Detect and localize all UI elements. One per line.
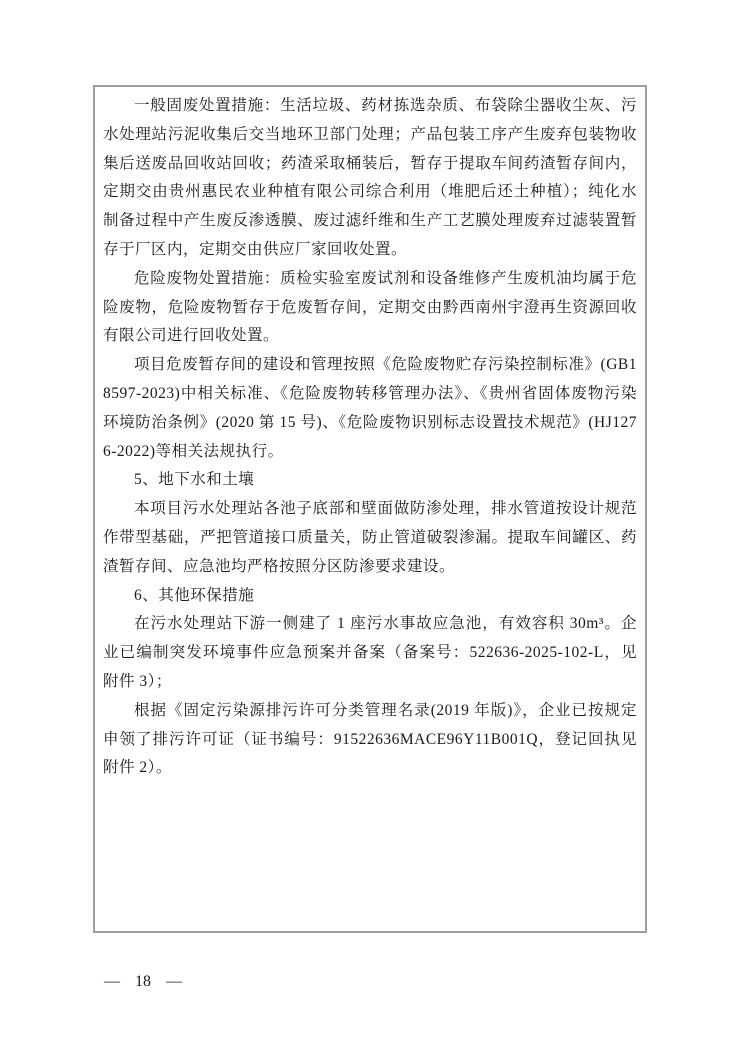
- paragraph-discharge-permit: 根据《固定污染源排污许可分类管理名录(2019 年版)》，企业已按规定申领了排污许可证（证书编号：91522636MACE96Y11B001Q，登记回执见附件 2）。: [103, 701, 637, 777]
- section-heading-groundwater-soil: 5、地下水和土壤: [134, 471, 255, 489]
- paragraph-storage-standards: 项目危废暂存间的建设和管理按照《危险废物贮存污染控制标准》(GB18597-2023)中相关标准、《危险废物转移管理办法》、《贵州省固体废物污染环境防治条例》(2020 第 15 号)、《危险废物识别标志设置技术规范》(HJ1276-2022)等相关法规执行。: [103, 356, 637, 460]
- content-border-box: [93, 85, 647, 933]
- paragraph-hazardous-waste: 危险废物处置措施：质检实验室废试剂和设备维修产生废机油均属于危险废物，危险废物暂存于危废暂存间，定期交由黔西南州宇澄再生资源回收有限公司进行回收处置。: [103, 269, 637, 345]
- section-heading-other-measures: 6、其他环保措施: [134, 586, 255, 604]
- paragraph-general-solid-waste: 一般固废处置措施：生活垃圾、药材拣选杂质、布袋除尘器收尘灰、污水处理站污泥收集后交当地环卫部门处理；产品包装工序产生废弃包装物收集后送废品回收站回收；药渣采取桶装后，暂存于提取车间药渣暂存间内，定期交由贵州惠民农业种植有限公司综合利用（堆肥后还土种植）；纯化水制备过程中产生废反渗透膜、废过滤纤维和生产工艺膜处理废弃过滤装置暂存于厂区内，定期交由供应厂家回收处置。: [103, 97, 637, 258]
- paragraph-emergency-pool: 在污水处理站下游一侧建了 1 座污水事故应急池，有效容积 30m³。企业已编制突发环境事件应急预案并备案（备案号：522636-2025-102-L，见附件 3）；: [103, 615, 637, 690]
- paragraph-groundwater-soil: 本项目污水处理站各池子底部和壁面做防渗处理，排水管道按设计规范作带型基础，严把管道接口质量关，防止管道破裂渗漏。提取车间罐区、药渣暂存间、应急池均严格按照分区防渗要求建设。: [103, 500, 637, 575]
- page-number: — 18 —: [104, 973, 182, 990]
